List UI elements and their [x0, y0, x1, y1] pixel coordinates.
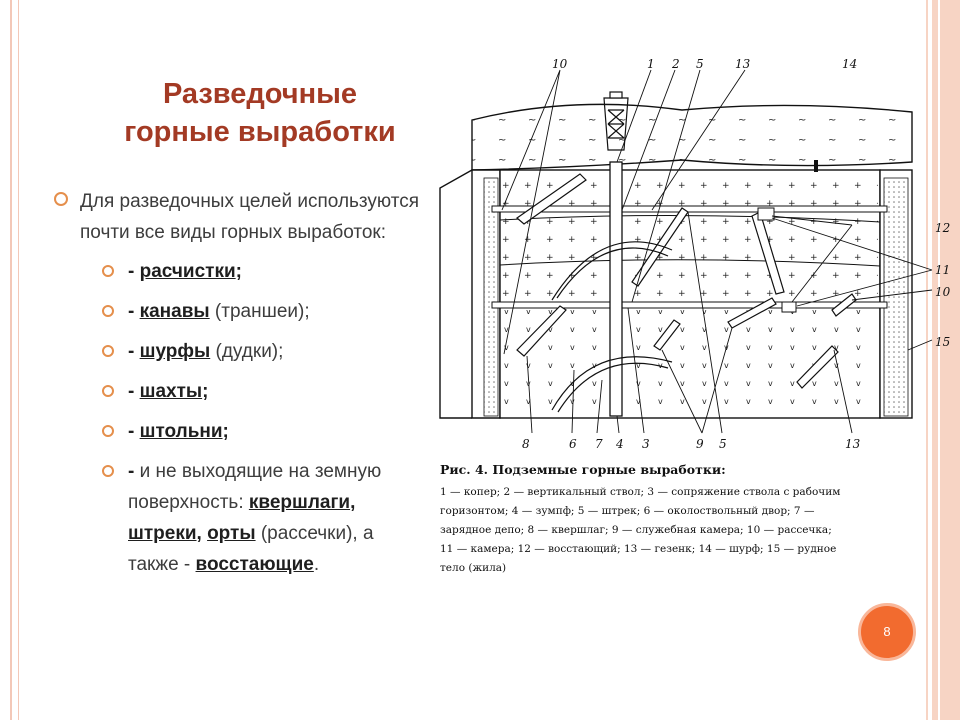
diagram-label: 5 [719, 437, 727, 451]
circle-bullet-icon [102, 305, 114, 317]
caption-line: 1 — копер; 2 — вертикальный ствол; 3 — сопряжение ствола с рабочим [440, 486, 841, 498]
circle-bullet-icon [102, 425, 114, 437]
list-item [80, 416, 425, 447]
item-end: . [313, 554, 320, 575]
diagram-label: 7 [595, 437, 603, 451]
item-dash: - [128, 461, 140, 482]
item-dash: - [128, 381, 140, 402]
item-dash: - [128, 421, 140, 442]
circle-bullet-icon [54, 192, 68, 206]
diagram-label: 10 [935, 285, 951, 299]
diagram-label: 12 [935, 221, 951, 235]
caption-title: Рис. 4. Подземные горные выработки: [440, 462, 726, 477]
item-text: (рассечки), а также - [128, 523, 374, 575]
item-sep: , [196, 523, 208, 544]
diagram-label: 13 [845, 437, 861, 451]
page-number-badge: 8 [858, 603, 916, 661]
item-term: штреки [128, 523, 197, 544]
circle-bullet-icon [102, 265, 114, 277]
slide-title [100, 75, 420, 151]
item-rest: (дудки); [210, 341, 284, 362]
left-border-decoration [0, 0, 40, 720]
diagram-label: 10 [552, 57, 568, 71]
caption-line: тело (жила) [440, 562, 507, 574]
diagram-label: 6 [569, 437, 577, 451]
item-term: шурфы [139, 341, 211, 362]
item-term: штольни [139, 421, 223, 442]
item-rest: (траншеи); [209, 301, 310, 322]
slide-title-line: Разведочные [162, 78, 358, 110]
intro-bullet [80, 186, 425, 248]
diagram-label: 14 [842, 57, 858, 71]
diagram-label: 8 [522, 437, 530, 451]
diagram-label: 13 [735, 57, 751, 71]
list-item [80, 256, 425, 287]
diagram-bottom-labels [522, 437, 861, 451]
diagram-label: 3 [642, 437, 650, 451]
diagram-label: 5 [696, 57, 704, 71]
item-term: расчистки [139, 261, 236, 282]
item-dash: - [128, 301, 140, 322]
item-rest: ; [222, 421, 229, 442]
caption-line: горизонтом; 4 — зумпф; 5 — штрек; 6 — околоствольный двор; 7 — [440, 505, 815, 517]
list-item [80, 296, 425, 327]
circle-bullet-icon [102, 385, 114, 397]
circle-bullet-icon [102, 465, 114, 477]
diagram-label: 4 [616, 437, 624, 451]
mine-workings-diagram [432, 50, 960, 580]
slide-body [80, 186, 425, 589]
caption-line: 11 — камера; 12 — восстающий; 13 — гезенк; 14 — шурф; 15 — рудное [440, 543, 837, 555]
diagram-top-labels [552, 57, 857, 71]
item-term: орты [207, 523, 256, 544]
list-item [80, 336, 425, 367]
slide-title-line: горные выработки [124, 116, 396, 148]
diagram-label: 2 [672, 57, 680, 71]
circle-bullet-icon [102, 345, 114, 357]
item-text: и не выходящие на земную поверхность: [128, 461, 382, 513]
left-border-line [10, 0, 12, 720]
item-term: квершлаги [248, 492, 351, 513]
item-sep: , [350, 492, 356, 513]
workings-list [80, 256, 425, 580]
diagram-right-labels [935, 221, 951, 349]
list-item [80, 456, 425, 580]
diagram-label: 9 [696, 437, 704, 451]
item-rest: ; [202, 381, 209, 402]
diagram-caption [440, 462, 840, 574]
item-rest: ; [235, 261, 242, 282]
diagram-label: 11 [935, 263, 951, 277]
item-term: шахты [139, 381, 203, 402]
intro-text: Для разведочных целей используются почти все виды горных выработок: [80, 191, 420, 243]
diagram-label: 1 [647, 57, 655, 71]
diagram-figure [440, 70, 932, 433]
item-dash: - [128, 261, 140, 282]
left-border-line [18, 0, 19, 720]
item-term: восстающие [195, 554, 314, 575]
diagram-label: 15 [935, 335, 951, 349]
item-dash: - [128, 341, 140, 362]
list-item [80, 376, 425, 407]
item-term: канавы [139, 301, 210, 322]
caption-line: зарядное депо; 8 — квершлаг; 9 — служебная камера; 10 — рассечка; [440, 524, 832, 536]
